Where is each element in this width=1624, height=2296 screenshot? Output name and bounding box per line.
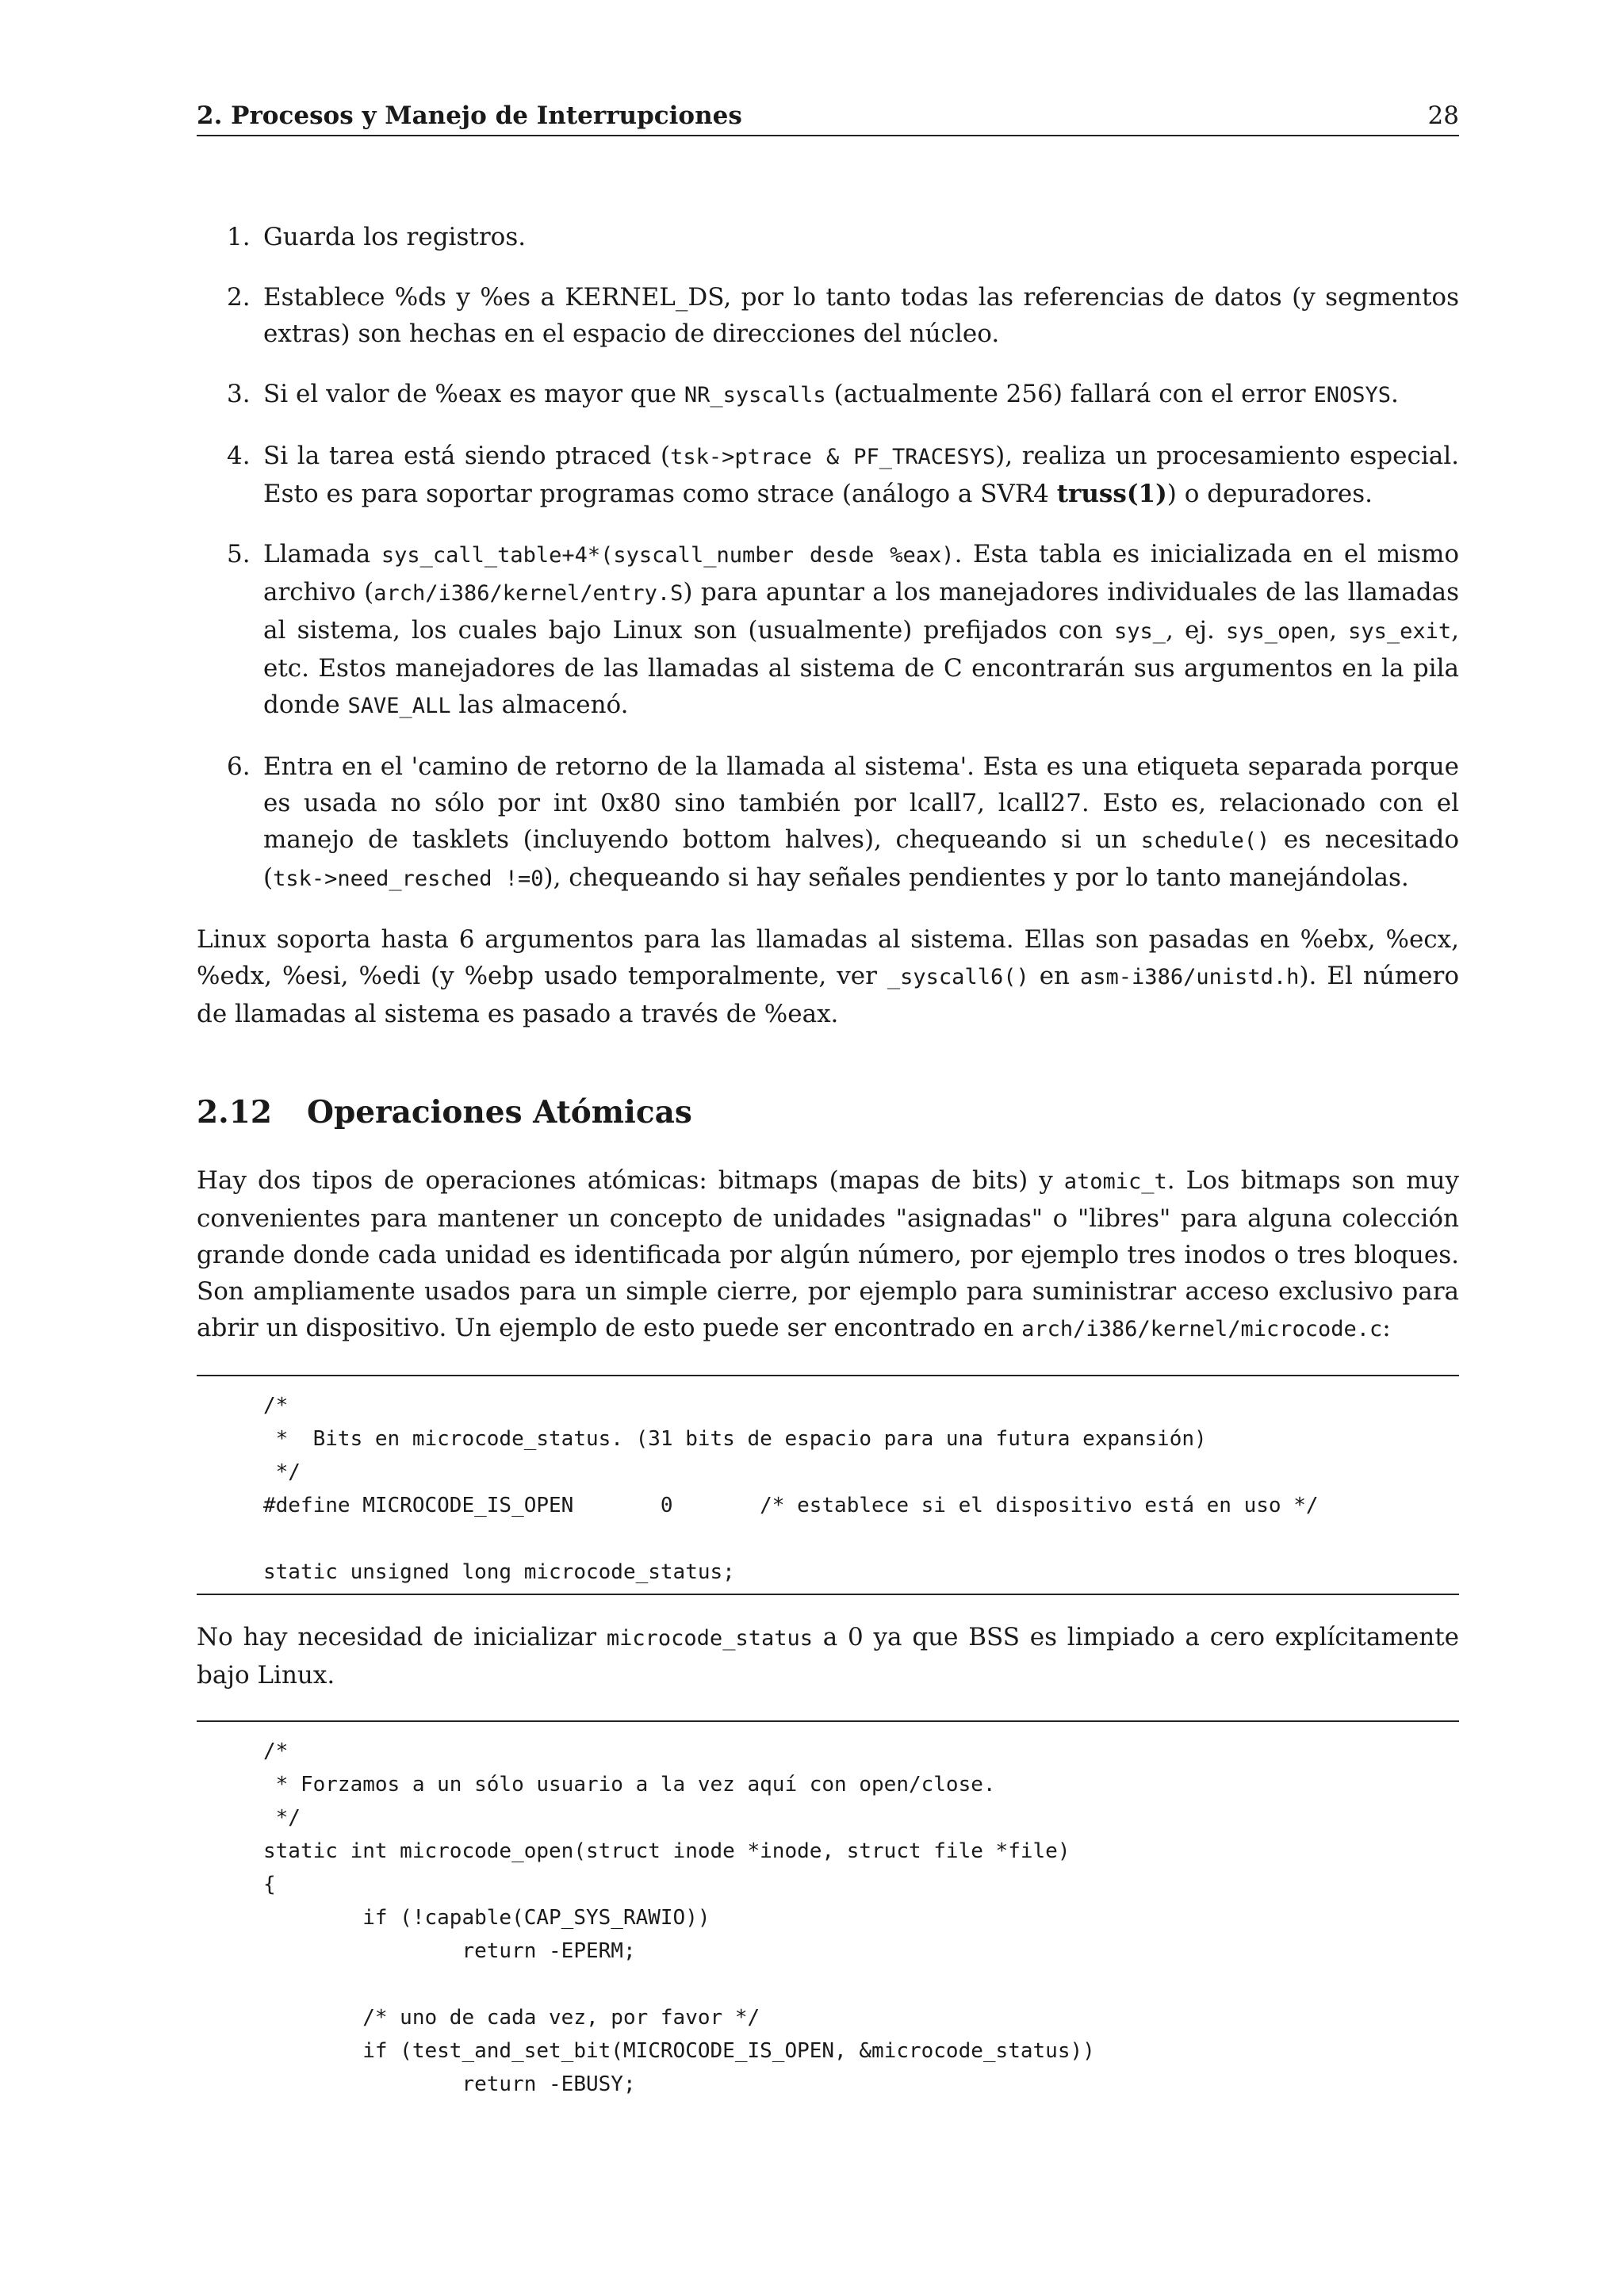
item-text (263, 223, 526, 251)
bold-text: truss(1) (1056, 480, 1167, 508)
code-inline: tsk->ptrace & PF_TRACESYS (670, 445, 996, 469)
text-run: , (1329, 616, 1349, 645)
text-run: , ej. (1166, 616, 1227, 645)
code-inline: sys_call_table+4*(syscall_number desde %eax) (381, 543, 955, 568)
text-run: en (1028, 962, 1081, 990)
text-run: Establece %ds y %es a KERNEL_DS, por lo tanto todas las referencias de datos (y segmentos extras) son hechas en el espacio de direcciones del núcleo. (263, 283, 1459, 348)
code-inline: NR_syscalls (684, 383, 826, 408)
page (197, 101, 1459, 2125)
code-inline: SAVE_ALL (347, 694, 451, 718)
page-number: 28 (1427, 101, 1459, 130)
text-run: Hay dos tipos de operaciones atómicas: bitmaps (mapas de bits) y (197, 1166, 1064, 1195)
code-inline: tsk->need_resched !=0 (273, 867, 544, 891)
paragraph-microcode-init (197, 1619, 1459, 1693)
paragraph-atomic-ops (197, 1162, 1459, 1348)
item-number: 6. (227, 752, 251, 781)
text-run: . (1391, 380, 1399, 408)
list-item (197, 748, 1459, 897)
list-item (197, 438, 1459, 512)
code-inline: sys_exit (1348, 619, 1452, 644)
code-listing: /* * Bits en microcode_status. (31 bits de espacio para una futura expansión) */ #define MICROCODE_IS_OPEN 0 /* establece si el dispositivo está en uso */ static unsigned long microcode_status; (263, 1394, 1319, 1584)
text-run: las almacenó. (450, 691, 629, 719)
text-run: es necesitado ( (263, 825, 1459, 892)
text-run: ), realiza un procesamiento especial. Esto es para soportar programas como strace (análogo a SVR4 (263, 442, 1459, 508)
item-number: 2. (227, 283, 251, 312)
item-text (263, 380, 1399, 408)
item-number: 4. (227, 442, 251, 470)
section-title: Operaciones Atómicas (307, 1094, 692, 1131)
running-header (197, 101, 1459, 136)
text-run: a 0 ya que BSS es limpiado a cero explícitamente bajo Linux. (197, 1623, 1459, 1689)
list-item (197, 219, 1459, 255)
code-block-microcode-open (197, 1720, 1459, 2101)
syscall-steps-list (197, 219, 1459, 897)
code-inline: microcode_status (606, 1626, 813, 1651)
item-text (263, 540, 1459, 719)
text-run: (actualmente 256) fallará con el error (825, 380, 1314, 408)
item-text (263, 442, 1459, 508)
chapter-title: 2. Procesos y Manejo de Interrupciones (197, 101, 742, 130)
item-number: 5. (227, 540, 251, 568)
code-inline: sys_open (1226, 619, 1330, 644)
section-number: 2.12 (197, 1094, 272, 1131)
text-run: Entra en el 'camino de retorno de la llamada al sistema'. Esta es una etiqueta separada porque es usada no sólo por int 0x80 sino también por lcall7, lcall27. Esto es, relacionado con el manejo de tasklets (incluyendo bottom halves), chequeando si un (263, 752, 1459, 854)
code-inline: arch/i386/kernel/entry.S (373, 581, 684, 606)
code-block-microcode-status (197, 1375, 1459, 1595)
text-run: . Esta tabla es inicializada en el mismo archivo ( (263, 540, 1459, 607)
list-item (197, 536, 1459, 725)
code-inline: atomic_t (1063, 1169, 1167, 1194)
text-run: Si el valor de %eax es mayor que (263, 380, 684, 408)
item-number: 1. (227, 223, 251, 251)
code-inline: schedule() (1140, 828, 1270, 853)
code-inline: ENOSYS (1313, 383, 1392, 408)
text-run: ) para apuntar a los manejadores individuales de las llamadas al sistema, los cuales bajo Linux son (usualmente) prefijados con (263, 578, 1459, 645)
text-run: ) o depuradores. (1166, 480, 1373, 508)
section-heading (197, 1094, 1459, 1131)
text-run: Guarda los registros. (263, 223, 527, 251)
code-listing: /* * Forzamos a un sólo usuario a la vez aquí con open/close. */ static int microcode_open(struct inode *inode, struct file *file) { if (!capable(CAP_SYS_RAWIO)) return -EPERM; /* uno de cada vez, por favor */ if (test_and_set_bit(MICROCODE_IS_OPEN, &microcode_status)) return -EBUSY; (263, 1739, 1095, 2096)
text-run: ), chequeando si hay señales pendientes y por lo tanto manejándolas. (543, 863, 1409, 892)
text-run: Si la tarea está siendo ptraced ( (263, 442, 671, 470)
item-text (263, 752, 1459, 892)
text-run: Llamada (263, 540, 381, 568)
list-item (197, 279, 1459, 352)
text-run: : (1382, 1314, 1391, 1342)
code-inline: sys_ (1113, 619, 1166, 644)
code-inline: _syscall6() (887, 965, 1029, 989)
paragraph-syscall-args (197, 921, 1459, 1032)
text-run: ). El número de llamadas al sistema es pasado a través de %eax. (197, 962, 1460, 1028)
code-inline: arch/i386/kernel/microcode.c (1021, 1317, 1383, 1341)
code-inline: asm-i386/unistd.h (1080, 965, 1300, 989)
text-run: , etc. Estos manejadores de las llamadas al sistema de C encontrarán sus argumentos en la pila donde (263, 616, 1460, 719)
item-number: 3. (227, 380, 251, 408)
text-run: . Los bitmaps son muy convenientes para mantener un concepto de unidades "asignadas" o "libres" para alguna colección grande donde cada unidad es identificada por algún número, por ejemplo tres inodos o tres bloques. Son ampliamente usados para un simple cierre, por ejemplo para suministrar acceso exclusivo para abrir un dispositivo. Un ejemplo de esto puede ser encontrado en (197, 1166, 1459, 1342)
item-text (263, 283, 1459, 348)
text-run: Linux soporta hasta 6 argumentos para las llamadas al sistema. Ellas son pasadas en %ebx, %ecx, %edx, %esi, %edi (y %ebp usado temporalmente, ver (197, 925, 1459, 990)
text-run: No hay necesidad de inicializar (197, 1623, 607, 1651)
list-item (197, 376, 1459, 414)
